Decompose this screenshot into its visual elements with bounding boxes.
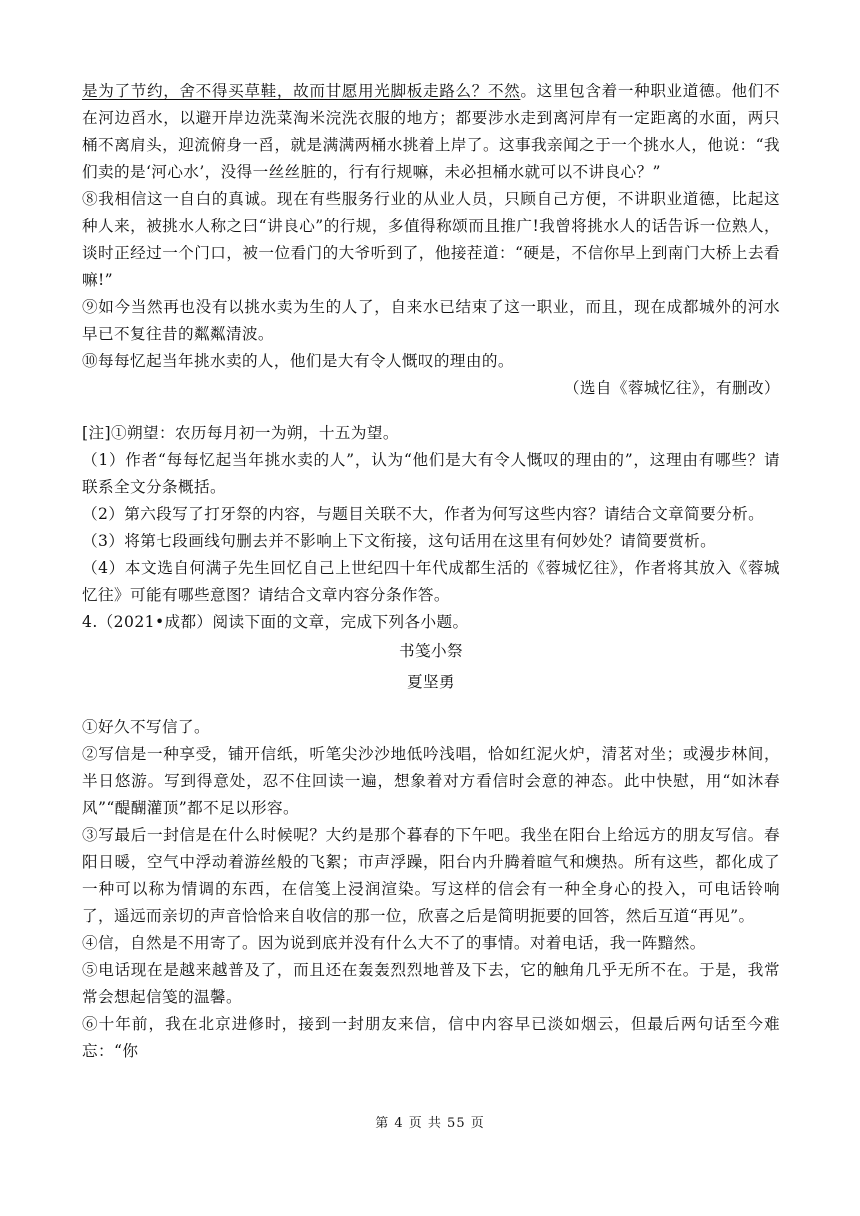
- question-1: （1）作者“每每忆起当年挑水卖的人”，认为“他们是大有令人慨叹的理由的”，这理由有哪些？请联系全文分条概括。: [82, 451, 780, 496]
- question-3: （3）将第七段画线句删去并不影响上下文衔接，这句话用在这里有何妙处？请简要赏析。: [82, 532, 717, 550]
- article-paragraph-5: ⑤电话现在是越来越普及了，而且还在轰轰烈烈地普及下去，它的触角几乎无所不在。于是，我常常会想起信笺的温馨。: [82, 961, 780, 1006]
- source-citation: （选自《蓉城忆往》，有删改）: [563, 379, 780, 397]
- spacer: [82, 696, 780, 714]
- article-paragraph-6: ⑥十年前，我在北京进修时，接到一封朋友来信，信中内容早已淡如烟云，但最后两句话至今难忘：“你: [82, 1015, 780, 1060]
- paragraph-7-text: 。这里包含着一种职业道德。他们不在河边舀水，以避开岸边洗菜淘米浣洗衣服的地方；都要涉水走到离河岸有一定距离的水面，两只桶不离肩头，迎流俯身一舀，就是满满两桶水挑着上岸了。这事我亲闻之于一个挑水人，他说：“我们卖的是‘河心水’，没得一丝丝脏的，行有行规嘛，未必担桶水就可以不讲良心？”: [82, 82, 780, 181]
- article-author: 夏坚勇: [407, 673, 455, 691]
- spacer: [82, 402, 780, 420]
- problem-4-header: 4.（2021•成都）阅读下面的文章，完成下列各小题。: [82, 613, 469, 631]
- paragraph-10: ⑩每每忆起当年挑水卖的人，他们是大有令人慨叹的理由的。: [82, 352, 514, 370]
- article-paragraph-2: ②写信是一种享受，铺开信纸，听笔尖沙沙地低吟浅唱，恰如红泥火炉，清茗对坐；或漫步林间，半日悠游。写到得意处，忍不住回读一遍，想象着对方看信时会意的神态。此中快慰，用“如沐春风”“醍醐灌顶”都不足以形容。: [82, 745, 780, 817]
- paragraph-9: ⑨如今当然再也没有以挑水卖为生的人了，自来水已结束了这一职业，而且，现在成都城外的河水早已不复往昔的粼粼清波。: [82, 298, 780, 343]
- paragraph-7: [82, 78, 780, 186]
- article-paragraph-3: ③写最后一封信是在什么时候呢？大约是那个暮春的下午吧。我坐在阳台上给远方的朋友写信。春阳日暖，空气中浮动着游丝般的飞絮；市声浮躁，阳台内升腾着暄气和燠热。所有这些，都化成了一种可以称为情调的东西，在信笺上浸润渲染。写这样的信会有一种全身心的投入，可电话铃响了，遥远而亲切的声音恰恰来自收信的那一位，欣喜之后是简明扼要的回答，然后互道“再见”。: [82, 826, 780, 925]
- annotation-note: [注]①朔望：农历每月初一为朔，十五为望。: [82, 424, 399, 442]
- article-title: 书笺小祭: [399, 642, 463, 660]
- page-content: [82, 78, 780, 1065]
- article-paragraph-1: ①好久不写信了。: [82, 718, 210, 736]
- page-footer: 第 4 页 共 55 页: [375, 1116, 485, 1131]
- question-2: （2）第六段写了打牙祭的内容，与题目关联不大，作者为何写这些内容？请结合文章简要分析。: [82, 505, 765, 523]
- paragraph-8: ⑧我相信这一自白的真诚。现在有些服务行业的从业人员，只顾自己方便，不讲职业道德，比起这种人来，被挑水人称之曰“讲良心”的行规，多值得称颂而且推广!我曾将挑水人的话告诉一位熟人，谈时正经过一个门口，被一位看门的大爷听到了，他接茬道：“硬是，不信你早上到南门大桥上去看嘛!”: [82, 190, 780, 289]
- question-4: （4）本文选自何满子先生回忆自己上世纪四十年代成都生活的《蓉城忆往》，作者将其放入《蓉城忆往》可能有哪些意图？请结合文章内容分条作答。: [82, 559, 780, 604]
- article-paragraph-4: ④信，自然是不用寄了。因为说到底并没有什么大不了的事情。对着电话，我一阵黯然。: [82, 934, 706, 952]
- underlined-sentence: 是为了节约，舍不得买草鞋，故而甘愿用光脚板走路么？不然: [82, 82, 521, 100]
